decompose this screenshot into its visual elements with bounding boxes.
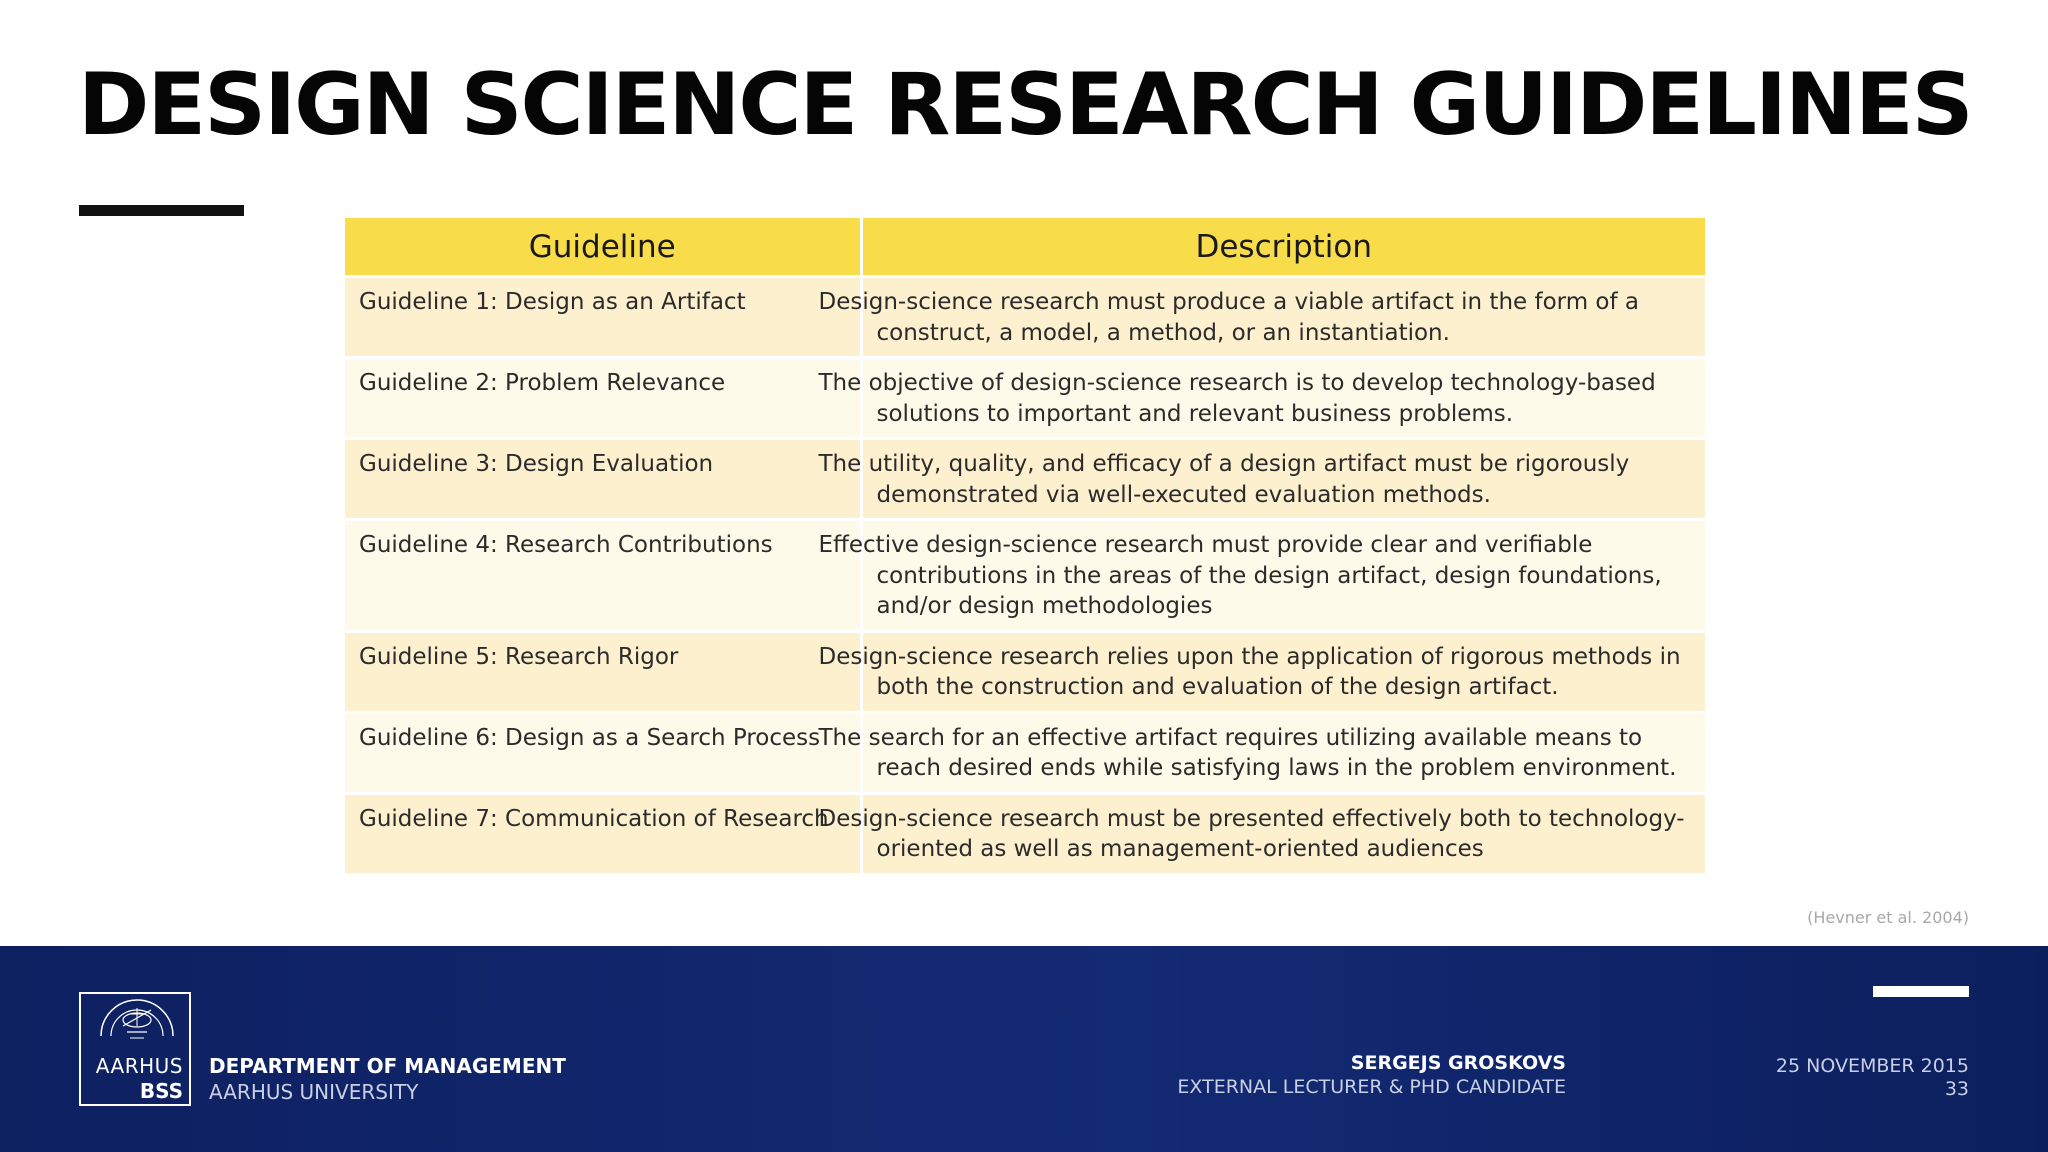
description-cell: The search for an effective artifact requires utilizing available means to reach desired ends while satisfying laws in the problem environment. [861, 712, 1705, 793]
description-cell: Design-science research must be presented effectively both to technology-oriented as well as management-oriented audiences [861, 793, 1705, 874]
table-row [345, 358, 1705, 439]
table-row [345, 793, 1705, 874]
presenter-role: EXTERNAL LECTURER & PHD CANDIDATE [1177, 1076, 1566, 1098]
aarhus-bss-logo [79, 992, 191, 1106]
table-row [345, 439, 1705, 520]
table-row [345, 712, 1705, 793]
table-row [345, 520, 1705, 632]
description-cell: Design-science research must produce a viable artifact in the form of a construct, a model, a method, or an instantiation. [861, 277, 1705, 358]
table-row [345, 277, 1705, 358]
presenter-name: SERGEJS GROSKOVS [1350, 1052, 1566, 1074]
guideline-cell: Guideline 5: Research Rigor [345, 631, 861, 712]
logo-aarhus-text: AARHUS [95, 1054, 183, 1078]
guideline-cell: Guideline 1: Design as an Artifact [345, 277, 861, 358]
logo-bss-text: BSS [139, 1079, 183, 1103]
page-number: 33 [1944, 1078, 1969, 1100]
slide-footer [0, 946, 2048, 1152]
description-cell: The utility, quality, and efficacy of a design artifact must be rigorously demonstrated via well-executed evaluation methods. [861, 439, 1705, 520]
description-cell: Design-science research relies upon the application of rigorous methods in both the construction and evaluation of the design artifact. [861, 631, 1705, 712]
footer-accent-bar [1873, 986, 1969, 997]
citation: (Hevner et al. 2004) [1807, 908, 1969, 927]
description-cell: Effective design-science research must provide clear and verifiable contributions in the areas of the design artifact, design foundations, and/or design methodologies [861, 520, 1705, 632]
guideline-cell: Guideline 4: Research Contributions [345, 520, 861, 632]
university-name: AARHUS UNIVERSITY [209, 1080, 419, 1104]
table-row [345, 631, 1705, 712]
column-header-guideline: Guideline [345, 218, 861, 277]
guidelines-table [345, 218, 1705, 876]
column-header-description: Description [861, 218, 1705, 277]
slide-title: DESIGN SCIENCE RESEARCH GUIDELINES [78, 55, 1972, 155]
department-name: DEPARTMENT OF MANAGEMENT [209, 1054, 566, 1078]
guideline-cell: Guideline 3: Design Evaluation [345, 439, 861, 520]
description-cell: The objective of design-science research is to develop technology-based solutions to important and relevant business problems. [861, 358, 1705, 439]
university-seal-icon [97, 996, 177, 1054]
title-underline [79, 205, 244, 216]
guideline-cell: Guideline 6: Design as a Search Process [345, 712, 861, 793]
guideline-cell: Guideline 7: Communication of Research [345, 793, 861, 874]
slide-date: 25 NOVEMBER 2015 [1775, 1055, 1969, 1077]
table-header-row [345, 218, 1705, 277]
guideline-cell: Guideline 2: Problem Relevance [345, 358, 861, 439]
